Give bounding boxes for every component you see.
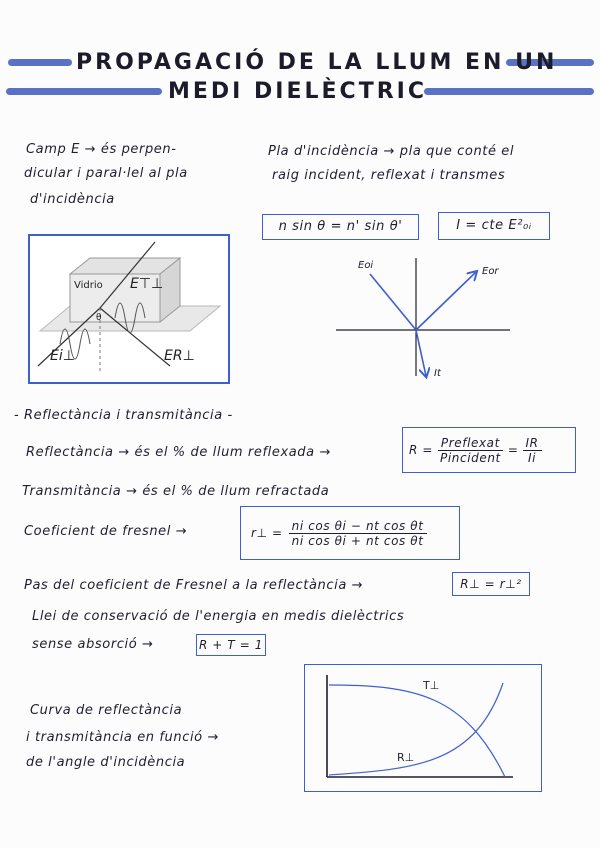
curve-plot (305, 665, 541, 791)
power-fraction (437, 436, 504, 465)
theta-label: θ (96, 313, 102, 323)
reflectance-text: Reflectància → és el % de llum reflexada → (26, 445, 331, 460)
vidrio-label: Vidrio (74, 280, 103, 291)
llei-formula-box (196, 634, 266, 656)
curve-text-3: de l'angle d'incidència (26, 755, 186, 770)
snell-formula-box (262, 214, 419, 240)
llei-text-1: Llei de conservació de l'energia en medis dielèctrics (32, 609, 405, 624)
page-title-line1: PROPAGACIÓ DE LA LLUM EN UN (76, 50, 558, 75)
section-heading: - Reflectància i transmitància - (14, 408, 233, 423)
pla-text-1: Pla d'incidència → pla que conté el (268, 144, 515, 159)
title-bar-left (8, 59, 72, 66)
fresnel-fraction (289, 519, 427, 548)
transmittance-text: Transmitància → és el % de llum refractada (22, 484, 330, 499)
et-label: E⊤⊥ (130, 276, 164, 292)
fresnel-formula-box (240, 506, 460, 560)
intensity-fraction (523, 436, 542, 465)
title-bar-left-2 (6, 88, 162, 95)
curve-text-1: Curva de reflectància (30, 703, 183, 718)
page-title-line2: MEDI DIELÈCTRIC (168, 79, 427, 104)
snell-formula: n sin θ = n' sin θ' (278, 219, 403, 234)
t-perp-label: T⊥ (423, 679, 440, 692)
r-equals: R = (409, 443, 434, 457)
camp-text-1: Camp E → és perpen- (26, 142, 177, 157)
fresnel-denominator: ni cos θi + nt cos θt (291, 533, 424, 548)
vidrio-illustration (30, 236, 228, 382)
intensity-numerator: IR (523, 436, 542, 451)
eoi-label: Eoi (358, 260, 374, 271)
fresnel-numerator: ni cos θi − nt cos θt (289, 519, 427, 534)
ei-label: Ei⊥ (50, 348, 75, 364)
llei-formula: R + T = 1 (198, 638, 264, 652)
it-label: It (434, 368, 441, 379)
llei-text-2: sense absorció → (32, 637, 154, 652)
r-perp-label: R⊥ (397, 751, 415, 764)
camp-text-2: dicular i paral·lel al pla (24, 166, 188, 181)
curve-text-2: i transmitància en funció → (26, 730, 219, 745)
power-numerator: Preflexat (438, 436, 503, 451)
equals-sign: = (507, 443, 519, 457)
curve-figure (304, 664, 542, 792)
power-denominator: Pincident (440, 450, 501, 465)
vidrio-figure (28, 234, 230, 384)
title-bar-right-2 (424, 88, 594, 95)
eor-label: Eor (482, 266, 499, 277)
r-perp-equals: r⊥ = (251, 526, 283, 540)
camp-text-3: d'incidència (30, 192, 115, 207)
intensity-formula: I = cte E²₀ᵢ (456, 218, 532, 233)
intensity-denominator: Ii (528, 450, 537, 465)
fresnel-text: Coeficient de fresnel → (24, 524, 188, 539)
reflectance-formula-box (402, 427, 576, 473)
pas-formula: R⊥ = r⊥² (460, 577, 522, 591)
pas-formula-box (452, 572, 530, 596)
reflection-diagram (330, 252, 520, 382)
pas-text: Pas del coeficient de Fresnel a la reflectància → (24, 578, 364, 593)
er-label: ER⊥ (164, 348, 195, 364)
intensity-formula-box (438, 212, 550, 240)
pla-text-2: raig incident, reflexat i transmes (272, 168, 506, 183)
